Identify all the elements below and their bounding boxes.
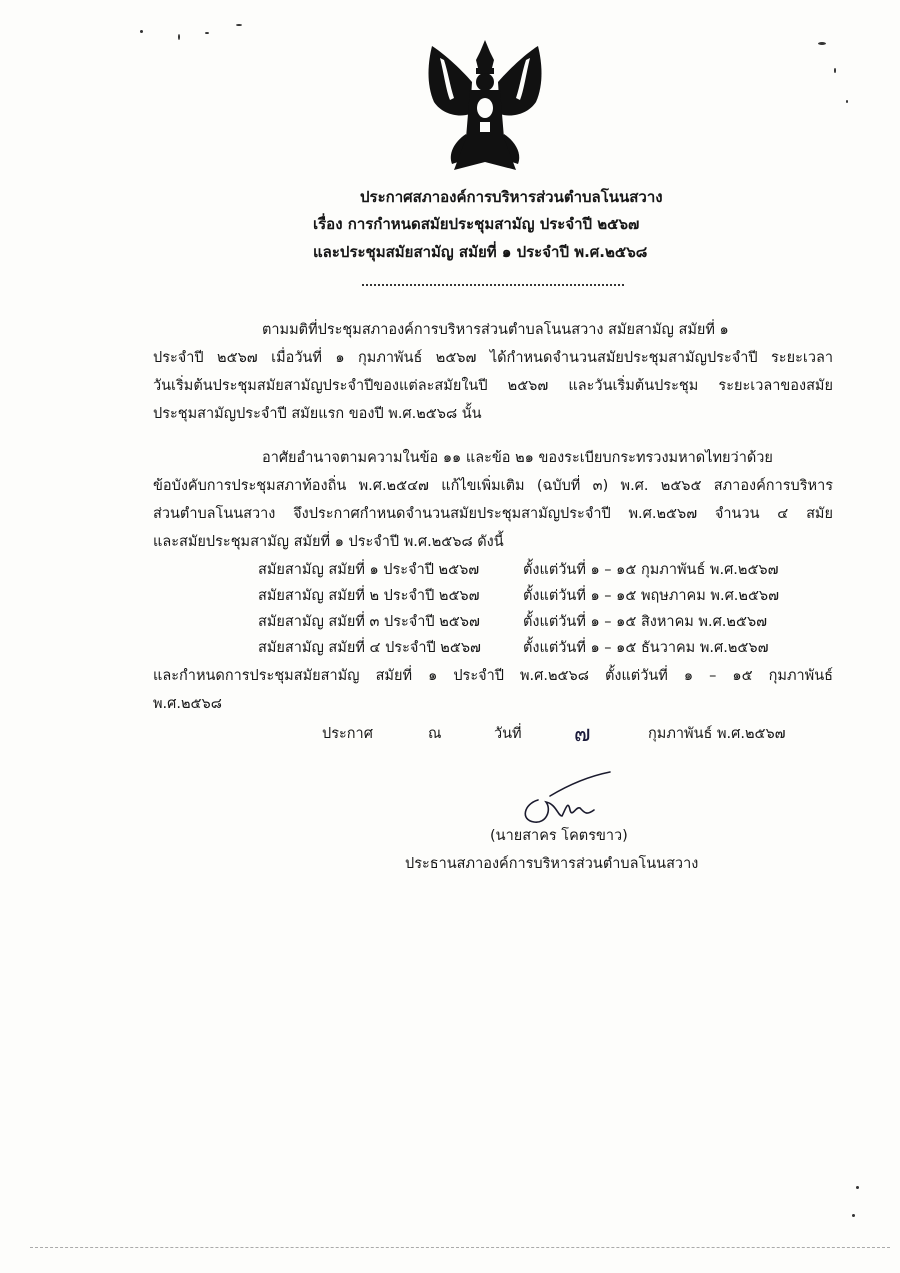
scan-speck	[818, 42, 826, 45]
announce-label: ประกาศ	[322, 726, 373, 742]
scan-speck	[236, 24, 242, 26]
para3-line-2: พ.ศ.๒๕๖๘	[153, 696, 222, 712]
announce-day-handwritten: ๗	[574, 722, 591, 747]
header-divider	[362, 284, 624, 286]
para1-line-3: วันเริ่มต้นประชุมสมัยสามัญประจำปีของแต่ละสมัยในปี ๒๕๖๗ และวันเริ่มต้นประชุม ระยะเวลาของสมัย	[153, 378, 833, 394]
header-line-1: ประกาศสภาองค์การบริหารส่วนตำบลโนนสวาง	[360, 188, 663, 206]
scan-bottom-edge	[30, 1247, 890, 1248]
para2-line-2: ข้อบังคับการประชุมสภาท้องถิ่น พ.ศ.๒๕๔๗ แก้ไขเพิ่มเติม (ฉบับที่ ๓) พ.ศ. ๒๕๖๕ สภาองค์การบริหาร	[153, 478, 833, 494]
session-2-period: ตั้งแต่วันที่ ๑ – ๑๕ พฤษภาคม พ.ศ.๒๕๖๗	[523, 588, 780, 604]
para3-line-1: และกำหนดการประชุมสมัยสามัญ สมัยที่ ๑ ประจำปี พ.ศ.๒๕๖๘ ตั้งแต่วันที่ ๑ – ๑๕ กุมภาพันธ์	[153, 668, 833, 684]
session-3-period: ตั้งแต่วันที่ ๑ – ๑๕ สิงหาคม พ.ศ.๒๕๖๗	[523, 614, 768, 630]
header-line-2: เรื่อง การกำหนดสมัยประชุมสามัญ ประจำปี ๒๕๖๗	[313, 215, 640, 233]
para2-line-4: และสมัยประชุมสามัญ สมัยที่ ๑ ประจำปี พ.ศ.๒๕๖๘ ดังนี้	[153, 534, 504, 550]
session-3-name: สมัยสามัญ สมัยที่ ๓ ประจำปี ๒๕๖๗	[258, 614, 480, 630]
scan-speck	[834, 68, 836, 73]
session-2-name: สมัยสามัญ สมัยที่ ๒ ประจำปี ๒๕๖๗	[258, 588, 480, 604]
para2-line-3: ส่วนตำบลโนนสวาง จึงประกาศกำหนดจำนวนสมัยประชุมสามัญประจำปี พ.ศ.๒๕๖๗ จำนวน ๔ สมัย	[153, 506, 833, 522]
announce-day-label: วันที่	[494, 726, 522, 742]
session-4-name: สมัยสามัญ สมัยที่ ๔ ประจำปี ๒๕๖๗	[258, 640, 481, 656]
signatory-name: (นายสาคร โคตรขาว)	[490, 828, 628, 844]
header-line-3: และประชุมสมัยสามัญ สมัยที่ ๑ ประจำปี พ.ศ.๒๕๖๘	[313, 243, 648, 261]
session-1-name: สมัยสามัญ สมัยที่ ๑ ประจำปี ๒๕๖๗	[258, 562, 480, 578]
scan-speck	[205, 32, 209, 34]
scan-speck	[856, 1186, 859, 1189]
para1-line-2: ประจำปี ๒๕๖๗ เมื่อวันที่ ๑ กุมภาพันธ์ ๒๕๖๗ ได้กำหนดจำนวนสมัยประชุมสามัญประจำปี ระยะเวลา	[153, 350, 833, 366]
scan-speck	[178, 34, 180, 40]
para1-line-1: ตามมติที่ประชุมสภาองค์การบริหารส่วนตำบลโนนสวาง สมัยสามัญ สมัยที่ ๑	[262, 322, 729, 338]
garuda-emblem-icon	[420, 38, 550, 178]
announce-at: ณ	[428, 726, 442, 742]
scan-speck	[846, 100, 848, 103]
para2-line-1: อาศัยอำนาจตามความในข้อ ๑๑ และข้อ ๒๑ ของระเบียบกระทรวงมหาดไทยว่าด้วย	[262, 450, 773, 466]
scan-speck	[852, 1214, 855, 1217]
para1-line-4: ประชุมสามัญประจำปี สมัยแรก ของปี พ.ศ.๒๕๖๘ นั้น	[153, 406, 482, 422]
scan-speck	[140, 30, 143, 33]
session-1-period: ตั้งแต่วันที่ ๑ – ๑๕ กุมภาพันธ์ พ.ศ.๒๕๖๗	[523, 562, 779, 578]
session-4-period: ตั้งแต่วันที่ ๑ – ๑๕ ธันวาคม พ.ศ.๒๕๖๗	[523, 640, 769, 656]
signature-scribble	[510, 770, 620, 830]
announce-month-year: กุมภาพันธ์ พ.ศ.๒๕๖๗	[648, 726, 786, 742]
signatory-position: ประธานสภาองค์การบริหารส่วนตำบลโนนสวาง	[405, 856, 699, 872]
